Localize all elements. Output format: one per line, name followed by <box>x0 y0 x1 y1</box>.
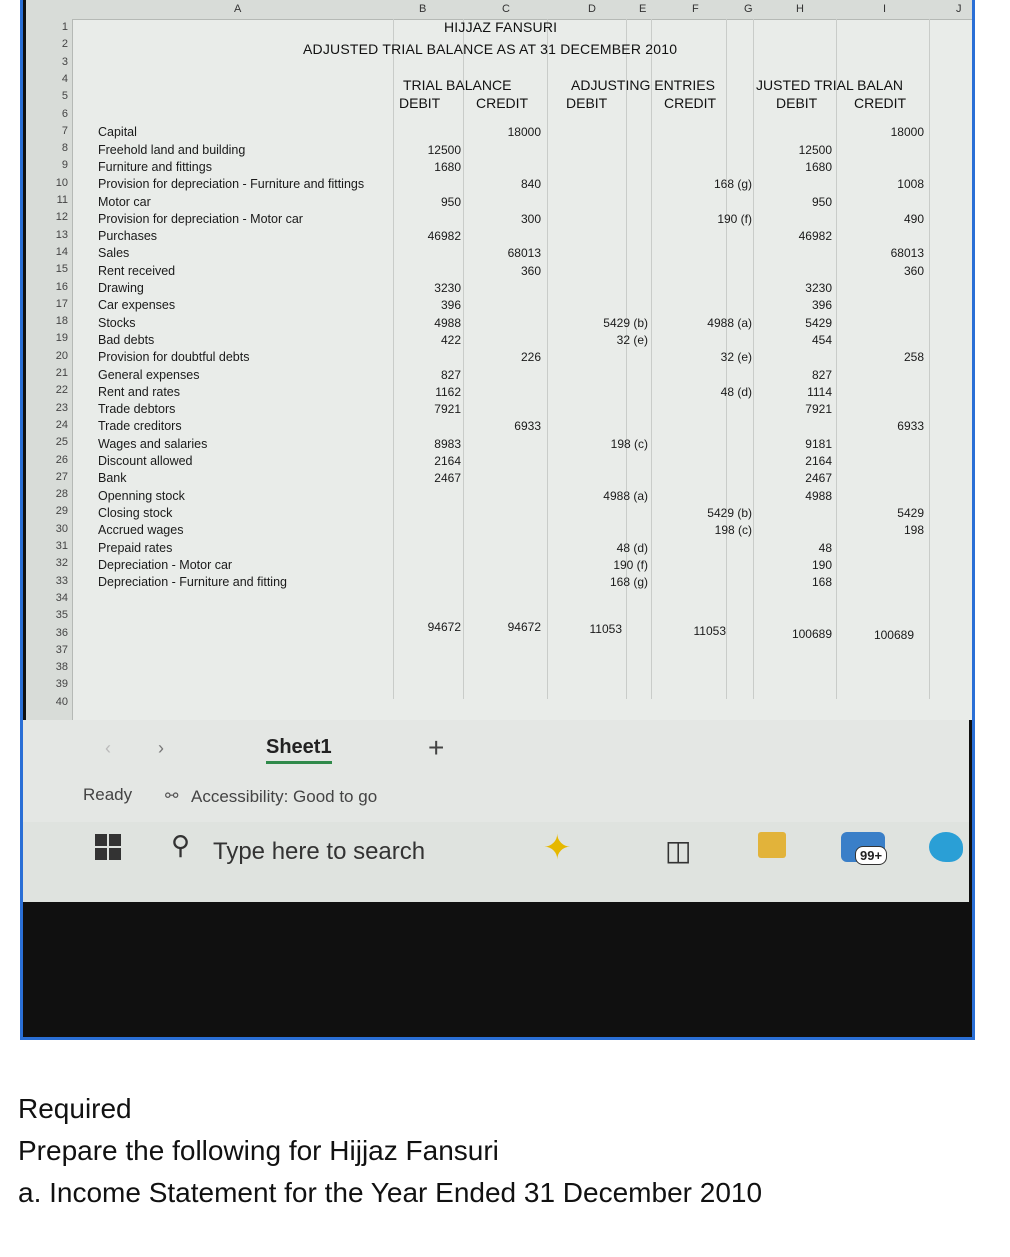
amount-atb-dr[interactable]: 168 <box>811 575 832 590</box>
amount-adj-cr[interactable]: 190 (f) <box>717 211 752 226</box>
tb-credit-header: CREDIT <box>476 95 529 111</box>
taskbar <box>23 822 969 902</box>
excel-photo <box>20 0 975 1040</box>
grid-line <box>463 19 464 699</box>
grid-line <box>929 19 930 699</box>
adj-credit-header: CREDIT <box>664 95 717 111</box>
column-d[interactable]: D <box>588 3 596 15</box>
row-number[interactable]: 23 <box>55 401 68 414</box>
amount-atb-cr[interactable]: 1008 <box>897 177 924 192</box>
amount-adj-cr[interactable]: 168 (g) <box>713 177 752 192</box>
total-adj-debit: 11053 <box>589 622 622 636</box>
column-b[interactable]: B <box>419 3 427 15</box>
grid-line <box>626 19 627 699</box>
amount-tb-dr[interactable]: 1162 <box>435 384 461 399</box>
search-icon[interactable]: ⚲ <box>171 830 191 860</box>
required-instruction: Prepare the following for Hijjaz Fansuri <box>18 1135 499 1166</box>
amount-adj-dr[interactable]: 198 (c) <box>610 436 648 451</box>
row-number[interactable]: 11 <box>56 194 68 206</box>
sheet-tab-sheet1[interactable]: Sheet1 <box>266 736 332 764</box>
column-i[interactable]: I <box>883 3 887 15</box>
account-name[interactable]: Provision for depreciation - Furniture and fittings <box>98 177 365 192</box>
total-tb-credit: 94672 <box>507 620 541 634</box>
amount-adj-cr[interactable]: 32 (e) <box>720 350 752 365</box>
account-name[interactable]: Furniture and fittings <box>98 159 212 174</box>
account-name[interactable]: Accrued wages <box>98 523 184 538</box>
total-atb-credit: 100689 <box>873 628 914 642</box>
row-number[interactable]: 35 <box>55 609 68 622</box>
amount-atb-dr[interactable]: 454 <box>811 332 832 347</box>
amount-atb-dr[interactable]: 2164 <box>805 454 832 468</box>
amount-adj-dr[interactable]: 48 (d) <box>616 540 648 555</box>
account-name[interactable]: Drawing <box>98 281 144 295</box>
row-number[interactable]: 5 <box>61 90 68 103</box>
amount-tb-cr[interactable]: 18000 <box>507 125 541 140</box>
grid-line <box>651 19 652 699</box>
amount-tb-dr[interactable]: 396 <box>440 298 461 313</box>
total-adj-credit: 11053 <box>693 624 726 638</box>
amount-adj-dr[interactable]: 190 (f) <box>613 557 648 572</box>
amount-atb-dr[interactable]: 190 <box>811 557 832 572</box>
row-number[interactable]: 10 <box>55 176 68 189</box>
account-name[interactable]: Provision for doubtful debts <box>98 350 250 365</box>
row-number[interactable]: 8 <box>61 142 68 155</box>
amount-tb-dr[interactable]: 7921 <box>434 402 461 417</box>
row-number[interactable]: 7 <box>61 124 68 137</box>
amount-tb-dr[interactable]: 46982 <box>427 229 461 244</box>
row-number[interactable]: 14 <box>55 245 68 258</box>
row-number[interactable]: 24 <box>55 418 68 431</box>
grid-line <box>836 19 837 699</box>
copilot-sparkle-icon[interactable]: ✦ <box>543 829 572 867</box>
account-name[interactable]: Depreciation - Motor car <box>98 557 233 572</box>
row-number[interactable]: 19 <box>55 332 68 345</box>
amount-tb-cr[interactable]: 226 <box>520 350 541 365</box>
row-number[interactable]: 36 <box>55 626 68 639</box>
next-sheet-icon[interactable]: › <box>158 738 164 758</box>
row-number[interactable]: 29 <box>55 505 68 518</box>
required-heading: Required <box>18 1093 132 1124</box>
amount-atb-dr[interactable]: 4988 <box>805 488 832 503</box>
amount-adj-cr[interactable]: 198 (c) <box>714 523 752 538</box>
amount-atb-dr[interactable]: 7921 <box>805 402 832 417</box>
accessibility-status[interactable]: Accessibility: Good to go <box>191 787 378 806</box>
column-h[interactable]: H <box>796 3 804 15</box>
amount-atb-dr[interactable]: 1114 <box>807 384 832 399</box>
file-explorer-icon[interactable] <box>758 832 786 858</box>
amount-tb-dr[interactable]: 12500 <box>427 142 461 157</box>
atb-credit-header: CREDIT <box>854 95 907 111</box>
amount-atb-dr[interactable]: 12500 <box>798 142 832 157</box>
amount-atb-dr[interactable]: 396 <box>811 298 832 313</box>
row-number[interactable]: 17 <box>55 297 68 310</box>
amount-tb-dr[interactable]: 4988 <box>434 315 461 330</box>
account-name[interactable]: Bad debts <box>98 332 155 347</box>
account-name[interactable]: Openning stock <box>98 488 185 503</box>
sheet-heading: ADJUSTED TRIAL BALANCE AS AT 31 DECEMBER 2010 <box>303 41 678 57</box>
grid-line <box>753 19 754 699</box>
column-j[interactable]: J <box>956 3 962 15</box>
row-number[interactable]: 1 <box>61 21 68 33</box>
account-name[interactable]: Rent received <box>98 263 176 278</box>
total-atb-debit: 100689 <box>791 627 832 641</box>
windows-start-icon[interactable] <box>95 834 121 860</box>
account-name[interactable]: Closing stock <box>98 505 173 520</box>
amount-tb-dr[interactable]: 8983 <box>434 436 461 451</box>
grid-line <box>547 19 548 699</box>
amount-atb-cr[interactable]: 68013 <box>890 246 924 261</box>
account-name[interactable]: Capital <box>98 125 137 140</box>
row-number[interactable]: 31 <box>55 540 68 552</box>
row-number[interactable]: 9 <box>61 159 68 172</box>
column-f[interactable]: F <box>692 3 699 15</box>
column-c[interactable]: C <box>502 3 510 15</box>
amount-atb-cr[interactable]: 198 <box>903 523 924 538</box>
amount-tb-cr[interactable]: 360 <box>520 263 541 278</box>
accessibility-icon[interactable]: ⚯ <box>165 788 179 805</box>
amount-tb-dr[interactable]: 950 <box>440 194 461 209</box>
amount-atb-cr[interactable]: 490 <box>903 211 924 226</box>
row-number[interactable]: 34 <box>55 591 68 604</box>
status-ready: Ready <box>83 785 133 804</box>
row-number[interactable]: 16 <box>55 280 68 293</box>
amount-atb-cr[interactable]: 258 <box>903 350 924 365</box>
account-name[interactable]: Wages and salaries <box>98 436 208 451</box>
account-name[interactable]: Discount allowed <box>98 454 193 468</box>
adjusted-trial-header: JUSTED TRIAL BALAN <box>756 77 904 93</box>
row-number[interactable]: 26 <box>55 453 68 466</box>
row-number[interactable]: 33 <box>55 574 68 587</box>
amount-atb-cr[interactable]: 5429 <box>897 505 924 520</box>
account-name[interactable]: Stocks <box>98 315 136 330</box>
row-number[interactable]: 37 <box>55 643 68 656</box>
account-name[interactable]: Trade creditors <box>98 419 182 434</box>
add-sheet-button[interactable]: + <box>428 732 445 763</box>
row-number[interactable]: 39 <box>55 678 68 691</box>
amount-adj-cr[interactable]: 5429 (b) <box>707 505 752 520</box>
row-number[interactable]: 20 <box>55 349 68 362</box>
account-name[interactable]: Purchases <box>98 229 158 244</box>
account-name[interactable]: Depreciation - Furniture and fitting <box>98 575 287 590</box>
row-number[interactable]: 28 <box>55 488 68 501</box>
amount-adj-cr[interactable]: 4988 (a) <box>707 315 752 330</box>
account-name[interactable]: Motor car <box>98 194 151 209</box>
amount-tb-cr[interactable]: 840 <box>520 177 541 192</box>
row-number[interactable]: 15 <box>55 263 68 276</box>
account-name[interactable]: Provision for depreciation - Motor car <box>98 211 303 226</box>
amount-atb-dr[interactable]: 1680 <box>805 159 832 174</box>
account-name[interactable]: Bank <box>98 471 127 486</box>
amount-atb-dr[interactable]: 827 <box>811 367 832 382</box>
row-number[interactable]: 22 <box>55 384 68 397</box>
column-e[interactable]: E <box>639 3 647 15</box>
amount-tb-cr[interactable]: 68013 <box>507 246 541 261</box>
row-number[interactable]: 6 <box>61 107 68 120</box>
amount-adj-dr[interactable]: 168 (g) <box>609 575 648 590</box>
row-number[interactable]: 25 <box>55 436 68 449</box>
amount-tb-dr[interactable]: 1680 <box>434 159 461 174</box>
amount-atb-cr[interactable]: 18000 <box>890 125 924 140</box>
row-number[interactable]: 38 <box>55 661 68 674</box>
row-number[interactable]: 40 <box>55 695 68 708</box>
mail-icon[interactable] <box>841 832 885 862</box>
row-number[interactable]: 18 <box>55 315 68 328</box>
row-number[interactable]: 4 <box>61 72 68 85</box>
amount-atb-cr[interactable]: 360 <box>903 263 924 278</box>
amount-atb-cr[interactable]: 6933 <box>897 419 924 434</box>
amount-adj-dr[interactable]: 32 (e) <box>616 332 648 347</box>
amount-tb-dr[interactable]: 422 <box>440 332 461 347</box>
amount-adj-dr[interactable]: 4988 (a) <box>603 488 648 503</box>
spreadsheet <box>26 0 972 720</box>
tb-debit-header: DEBIT <box>399 95 441 111</box>
required-item-a: a. Income Statement for the Year Ended 31 December 2010 <box>18 1177 763 1208</box>
amount-tb-cr[interactable]: 300 <box>520 211 541 226</box>
adjusting-entries-header: ADJUSTING ENTRIES <box>571 77 715 93</box>
amount-tb-dr[interactable]: 2164 <box>434 454 461 468</box>
row-number[interactable]: 13 <box>55 228 68 241</box>
row-number[interactable]: 12 <box>55 211 68 224</box>
trial-balance-header: TRIAL BALANCE <box>403 77 512 93</box>
account-name[interactable]: Car expenses <box>98 298 176 313</box>
amount-tb-dr[interactable]: 827 <box>440 367 461 382</box>
account-name[interactable]: Sales <box>98 246 130 261</box>
adj-debit-header: DEBIT <box>566 95 608 111</box>
row-number[interactable]: 21 <box>55 367 68 379</box>
amount-adj-dr[interactable]: 5429 (b) <box>603 315 648 330</box>
column-g[interactable]: G <box>744 3 753 15</box>
row-number[interactable]: 3 <box>61 55 68 68</box>
atb-debit-header: DEBIT <box>776 95 818 111</box>
mail-badge: 99+ <box>855 846 887 865</box>
taskbar-search-input[interactable]: Type here to search <box>213 838 426 865</box>
amount-atb-dr[interactable]: 950 <box>811 194 832 209</box>
account-name[interactable]: General expenses <box>98 367 200 382</box>
amount-atb-dr[interactable]: 46982 <box>798 229 832 244</box>
task-view-icon[interactable]: ◫ <box>665 835 692 866</box>
amount-atb-dr[interactable]: 3230 <box>805 281 832 295</box>
amount-atb-dr[interactable]: 2467 <box>805 471 832 486</box>
column-header-bar <box>26 0 972 20</box>
account-name[interactable]: Freehold land and building <box>98 142 246 157</box>
amount-atb-dr[interactable]: 5429 <box>805 315 832 330</box>
company-name: HIJJAZ FANSURI <box>444 19 558 35</box>
amount-atb-dr[interactable]: 48 <box>818 540 832 555</box>
edge-icon[interactable] <box>929 832 963 862</box>
prev-sheet-icon[interactable]: ‹ <box>105 738 111 758</box>
row-number[interactable]: 27 <box>55 470 68 483</box>
row-number[interactable]: 2 <box>61 38 68 51</box>
grid-line <box>393 19 394 699</box>
account-name[interactable]: Prepaid rates <box>98 540 173 555</box>
total-tb-debit: 94672 <box>427 620 461 634</box>
row-number[interactable]: 32 <box>55 557 68 570</box>
account-name[interactable]: Trade debtors <box>98 402 176 417</box>
amount-atb-dr[interactable]: 9181 <box>805 436 832 451</box>
amount-adj-cr[interactable]: 48 (d) <box>720 384 752 399</box>
account-name[interactable]: Rent and rates <box>98 384 180 399</box>
row-number[interactable]: 30 <box>55 522 68 535</box>
amount-tb-dr[interactable]: 3230 <box>434 281 461 295</box>
column-a[interactable]: A <box>234 3 242 15</box>
amount-tb-cr[interactable]: 6933 <box>514 419 541 434</box>
amount-tb-dr[interactable]: 2467 <box>434 471 461 486</box>
